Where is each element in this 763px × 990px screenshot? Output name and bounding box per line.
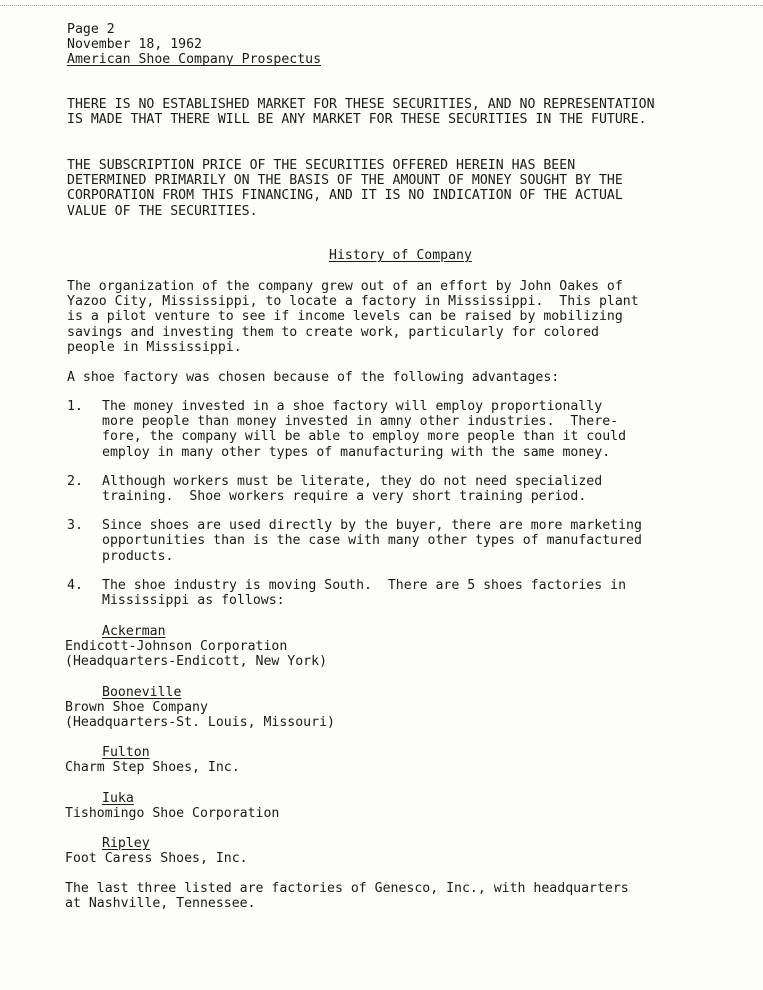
text-line: THERE IS NO ESTABLISHED MARKET FOR THESE SECURITIES, AND NO REPRESENTATION: [67, 97, 655, 112]
text-line: opportunities than is the case with many other types of manufactured: [102, 533, 642, 549]
advantages-list: [67, 399, 747, 622]
factory-city: Fulton: [102, 745, 150, 761]
text-line: IS MADE THAT THERE WILL BE ANY MARKET FOR THESE SECURITIES IN THE FUTURE.: [67, 112, 647, 128]
page-top-edge: [0, 5, 763, 6]
factory-entry: [65, 624, 335, 670]
list-item: [67, 578, 747, 608]
text-line: THE SUBSCRIPTION PRICE OF THE SECURITIES OFFERED HEREIN HAS BEEN: [67, 158, 576, 173]
text-line: Although workers must be literate, they do not need specialized: [102, 473, 603, 489]
page-number: Page 2: [67, 22, 115, 37]
factory-entry: [65, 745, 335, 775]
list-item: [67, 518, 747, 564]
factory-city: Ackerman: [102, 624, 166, 639]
text-line: products.: [102, 548, 174, 564]
document-title: American Shoe Company Prospectus: [67, 52, 322, 68]
text-line: Mississippi as follows:: [102, 593, 285, 609]
text-line: savings and investing them to create work, particularly for colored: [67, 324, 599, 340]
closing-paragraph: [65, 881, 629, 911]
factory-entry: [65, 685, 335, 731]
factory-company: Brown Shoe Company: [65, 699, 208, 715]
factory-company: Endicott-Johnson Corporation: [65, 639, 288, 655]
text-line: training. Shoe workers require a very short training period.: [102, 489, 587, 505]
text-line: is a pilot venture to see if income levels can be raised by mobilizing: [67, 309, 623, 325]
item-number: 2.: [67, 473, 83, 489]
item-text: [102, 399, 747, 460]
factory-city: Ripley: [102, 836, 150, 852]
text-line: at Nashville, Tennessee.: [65, 896, 256, 912]
text-line: more people than money invested in amny other industries. There-: [102, 414, 619, 430]
factory-headquarters: (Headquarters-Endicott, New York): [65, 654, 328, 670]
factory-company: Charm Step Shoes, Inc.: [65, 760, 240, 776]
factory-company: Tishomingo Shoe Corporation: [65, 805, 280, 821]
factory-locations: [65, 624, 335, 881]
item-number: 4.: [67, 577, 83, 593]
factory-headquarters: (Headquarters-St. Louis, Missouri): [65, 715, 335, 731]
item-number: 3.: [67, 518, 83, 534]
text-line: Since shoes are used directly by the buyer, there are more marketing: [102, 518, 642, 534]
page-header: [67, 22, 321, 68]
text-line: CORPORATION FROM THIS FINANCING, AND IT IS NO INDICATION OF THE ACTUAL: [67, 188, 623, 204]
text-line: Yazoo City, Mississippi, to locate a factory in Mississippi. This plant: [67, 294, 639, 310]
factory-city: Booneville: [102, 684, 182, 700]
history-paragraph: [67, 279, 639, 355]
text-line: The shoe industry is moving South. There are 5 shoes factories in: [102, 577, 627, 593]
text-line: DETERMINED PRIMARILY ON THE BASIS OF THE AMOUNT OF MONEY SOUGHT BY THE: [67, 173, 623, 189]
list-item: [67, 399, 747, 460]
advantages-intro: A shoe factory was chosen because of the following advantages:: [67, 370, 560, 385]
list-item: [67, 474, 747, 504]
text-line: The money invested in a shoe factory will employ proportionally: [102, 399, 603, 414]
text-line: employ in many other types of manufacturing with the same money.: [102, 444, 611, 460]
text-line: people in Mississippi.: [67, 339, 242, 355]
text-line: VALUE OF THE SECURITIES.: [67, 203, 258, 219]
item-text: [102, 578, 747, 608]
factory-entry: [65, 836, 335, 866]
item-text: [102, 518, 747, 564]
text-line: The organization of the company grew out of an effort by John Oakes of: [67, 279, 623, 294]
header-date: November 18, 1962: [67, 37, 202, 53]
item-number: 1.: [67, 399, 83, 414]
factory-company: Foot Caress Shoes, Inc.: [65, 851, 248, 867]
item-text: [102, 474, 747, 504]
factory-entry: [65, 791, 335, 821]
section-heading: History of Company: [329, 248, 472, 263]
factory-city: Iuka: [102, 790, 134, 806]
market-disclaimer: [67, 97, 655, 127]
price-disclaimer: [67, 158, 623, 219]
text-line: fore, the company will be able to employ more people than it could: [102, 429, 627, 445]
text-line: The last three listed are factories of Genesco, Inc., with headquarters: [65, 881, 629, 896]
